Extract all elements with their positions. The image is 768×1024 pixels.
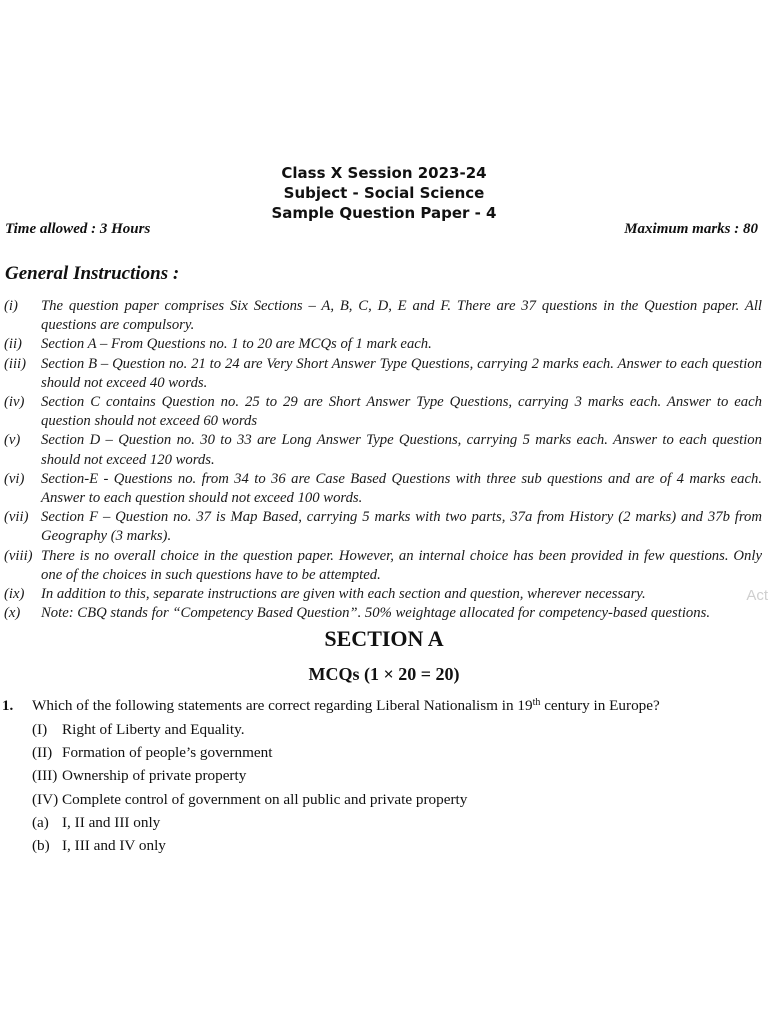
statement-text: Complete control of government on all public and private property — [62, 790, 468, 808]
answer-option — [32, 834, 467, 857]
option-label: (a) — [32, 813, 49, 831]
question-superscript: th — [532, 697, 541, 708]
instruction-number: (vii) — [4, 509, 29, 526]
instruction-number: (ix) — [4, 586, 25, 603]
instruction-number: (viii) — [4, 547, 33, 564]
statement-item — [32, 741, 467, 764]
option-text: I, II and III only — [62, 813, 161, 831]
general-instructions-title: General Instructions : — [5, 263, 180, 284]
instruction-item — [4, 604, 762, 623]
instruction-text: Section-E - Questions no. from 34 to 36 are Case Based Questions with three sub questions and are of 4 marks each. Answer to each question should not exceed 100 words. — [41, 470, 762, 507]
instruction-text: Section A – From Questions no. 1 to 20 are MCQs of 1 mark each. — [41, 336, 432, 353]
section-subtitle: MCQs (1 × 20 = 20) — [308, 664, 460, 684]
question-text-start: Which of the following statements are correct regarding Liberal Nationalism in 19 — [32, 697, 533, 714]
instruction-item — [4, 297, 762, 335]
header-paper-title: Sample Question Paper - 4 — [271, 204, 497, 222]
instruction-text: In addition to this, separate instructions are given with each section and question, wherever necessary. — [41, 586, 646, 603]
instruction-number: (x) — [4, 605, 21, 622]
instruction-item — [4, 470, 762, 508]
header-subject: Subject - Social Science — [283, 184, 485, 202]
header-class-session: Class X Session 2023-24 — [281, 164, 487, 182]
instruction-item — [4, 335, 762, 354]
instruction-text: Section C contains Question no. 25 to 29 are Short Answer Type Questions, carrying 3 marks each. Answer to each question should not exceed 60 words — [41, 394, 762, 430]
statement-text: Ownership of private property — [62, 767, 247, 785]
instruction-text: There is no overall choice in the question paper. However, an internal choice has been provided in few questions. Only one of the choices in such questions have to be attempted. — [41, 547, 762, 583]
option-label: (b) — [32, 837, 50, 855]
question-text-end: century in Europe? — [540, 697, 660, 714]
question-text — [32, 696, 660, 716]
instruction-text: Section F – Question no. 37 is Map Based, carrying 5 marks with two parts, 37a from History (2 marks) and 37b from Geography (3 marks). — [41, 509, 762, 545]
statement-label: (I) — [32, 721, 48, 738]
activation-watermark: Act — [746, 587, 768, 604]
instruction-text: Section B – Question no. 21 to 24 are Very Short Answer Type Questions, carrying 2 marks each. Answer to each question should not exceed 40 words. — [41, 355, 762, 391]
instruction-text: Note: CBQ stands for “Competency Based Question”. 50% weightage allocated for competency-based questions. — [41, 605, 710, 622]
instruction-number: (v) — [4, 432, 21, 449]
instruction-item — [4, 547, 762, 585]
instruction-item — [4, 393, 762, 431]
time-allowed: Time allowed : 3 Hours — [5, 221, 151, 237]
instruction-number: (i) — [4, 298, 18, 314]
instructions-list — [4, 297, 762, 623]
statement-label: (IV) — [32, 790, 59, 808]
instruction-number: (iv) — [4, 394, 25, 411]
statement-item — [32, 718, 467, 741]
instruction-item — [4, 355, 762, 393]
instruction-item — [4, 431, 762, 469]
statement-item — [32, 764, 467, 787]
instruction-number: (vi) — [4, 470, 25, 487]
statement-text: Right of Liberty and Equality. — [62, 721, 245, 738]
section-title: SECTION A — [324, 626, 444, 651]
instruction-text: The question paper comprises Six Sections – A, B, C, D, E and F. There are 37 questions in the Question paper. All questions are compulsory. — [41, 298, 762, 334]
statement-text: Formation of people’s government — [62, 744, 273, 762]
instruction-item — [4, 585, 762, 604]
answer-option — [32, 811, 467, 834]
statement-label: (III) — [32, 767, 58, 785]
question-number: 1. — [2, 698, 14, 714]
statement-item — [32, 788, 467, 811]
question-options — [32, 718, 467, 857]
instruction-number: (iii) — [4, 355, 27, 372]
option-text: I, III and IV only — [62, 837, 166, 855]
instruction-item — [4, 508, 762, 546]
statement-label: (II) — [32, 744, 53, 762]
instruction-number: (ii) — [4, 336, 22, 353]
instruction-text: Section D – Question no. 30 to 33 are Long Answer Type Questions, carrying 5 marks each. Answer to each question should not exceed 120 words. — [41, 432, 762, 468]
maximum-marks: Maximum marks : 80 — [624, 221, 758, 237]
